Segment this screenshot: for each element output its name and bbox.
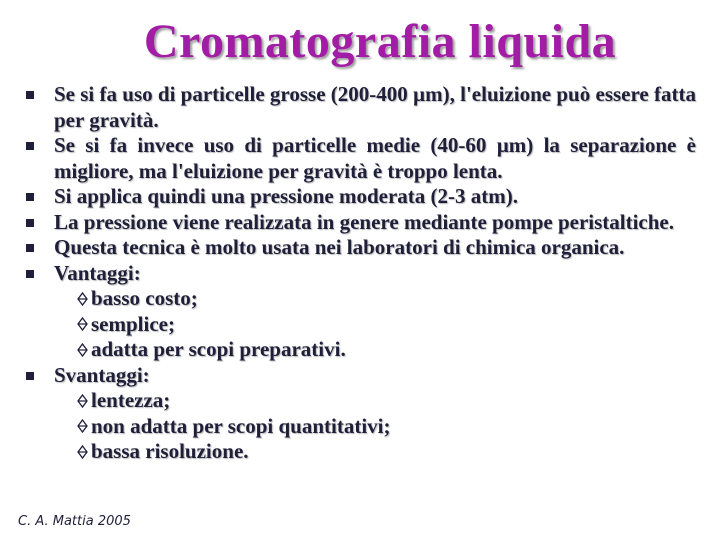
- disadvantage-item: [26, 439, 696, 465]
- diamond-bullet-icon: [76, 342, 89, 358]
- disadvantage-item: [26, 388, 696, 414]
- diamond-bullet-icon: [76, 291, 89, 307]
- bullet-text: Si applica quindi una pressione moderata (2-3 atm).: [54, 184, 518, 208]
- advantage-item: [26, 337, 696, 363]
- disadvantage-text: lentezza;: [91, 388, 171, 412]
- footer-credit: C. A. Mattia 2005: [18, 514, 131, 529]
- advantage-text: basso costo;: [91, 286, 198, 310]
- slide-title: Cromatografia liquida: [143, 15, 617, 68]
- disadvantages-label: Svantaggi:: [54, 362, 150, 387]
- square-bullet-icon: [26, 91, 34, 99]
- disadvantage-item: [26, 414, 696, 440]
- disadvantage-text: non adatta per scopi quantitativi;: [91, 413, 391, 438]
- square-bullet-icon: [26, 193, 34, 201]
- diamond-bullet-icon: [76, 316, 89, 332]
- diamond-bullet-icon: [76, 418, 89, 434]
- square-bullet-icon: [26, 219, 34, 227]
- square-bullet-icon: [26, 372, 34, 380]
- bullet-item: [26, 184, 696, 210]
- advantages-label: Vantaggi:: [54, 260, 141, 285]
- disadvantages-heading: [26, 363, 696, 389]
- bullet-text: Se si fa invece uso di particelle medie (40-60 µm) la separazione è migliore, ma l'eluizione per gravità è troppo lenta.: [54, 133, 696, 183]
- slide-content: [26, 82, 696, 465]
- square-bullet-icon: [26, 142, 34, 150]
- square-bullet-icon: [26, 244, 34, 252]
- diamond-bullet-icon: [76, 444, 89, 460]
- diamond-bullet-icon: [76, 393, 89, 409]
- advantage-item: [26, 286, 696, 312]
- advantage-item: [26, 312, 696, 338]
- disadvantage-text: bassa risoluzione.: [91, 439, 249, 463]
- bullet-item: [26, 133, 696, 184]
- bullet-text: Questa tecnica è molto usata nei laboratori di chimica organica.: [54, 235, 625, 259]
- advantage-text: semplice;: [91, 311, 175, 336]
- bullet-item: [26, 82, 696, 133]
- square-bullet-icon: [26, 270, 34, 278]
- advantages-heading: [26, 261, 696, 287]
- bullet-item: [26, 210, 696, 236]
- advantage-text: adatta per scopi preparativi.: [91, 337, 346, 361]
- bullet-text: Se si fa uso di particelle grosse (200-400 µm), l'eluizione può essere fatta per gravità.: [54, 82, 696, 132]
- bullet-text: La pressione viene realizzata in genere mediante pompe peristaltiche.: [54, 209, 674, 234]
- bullet-item: [26, 235, 696, 261]
